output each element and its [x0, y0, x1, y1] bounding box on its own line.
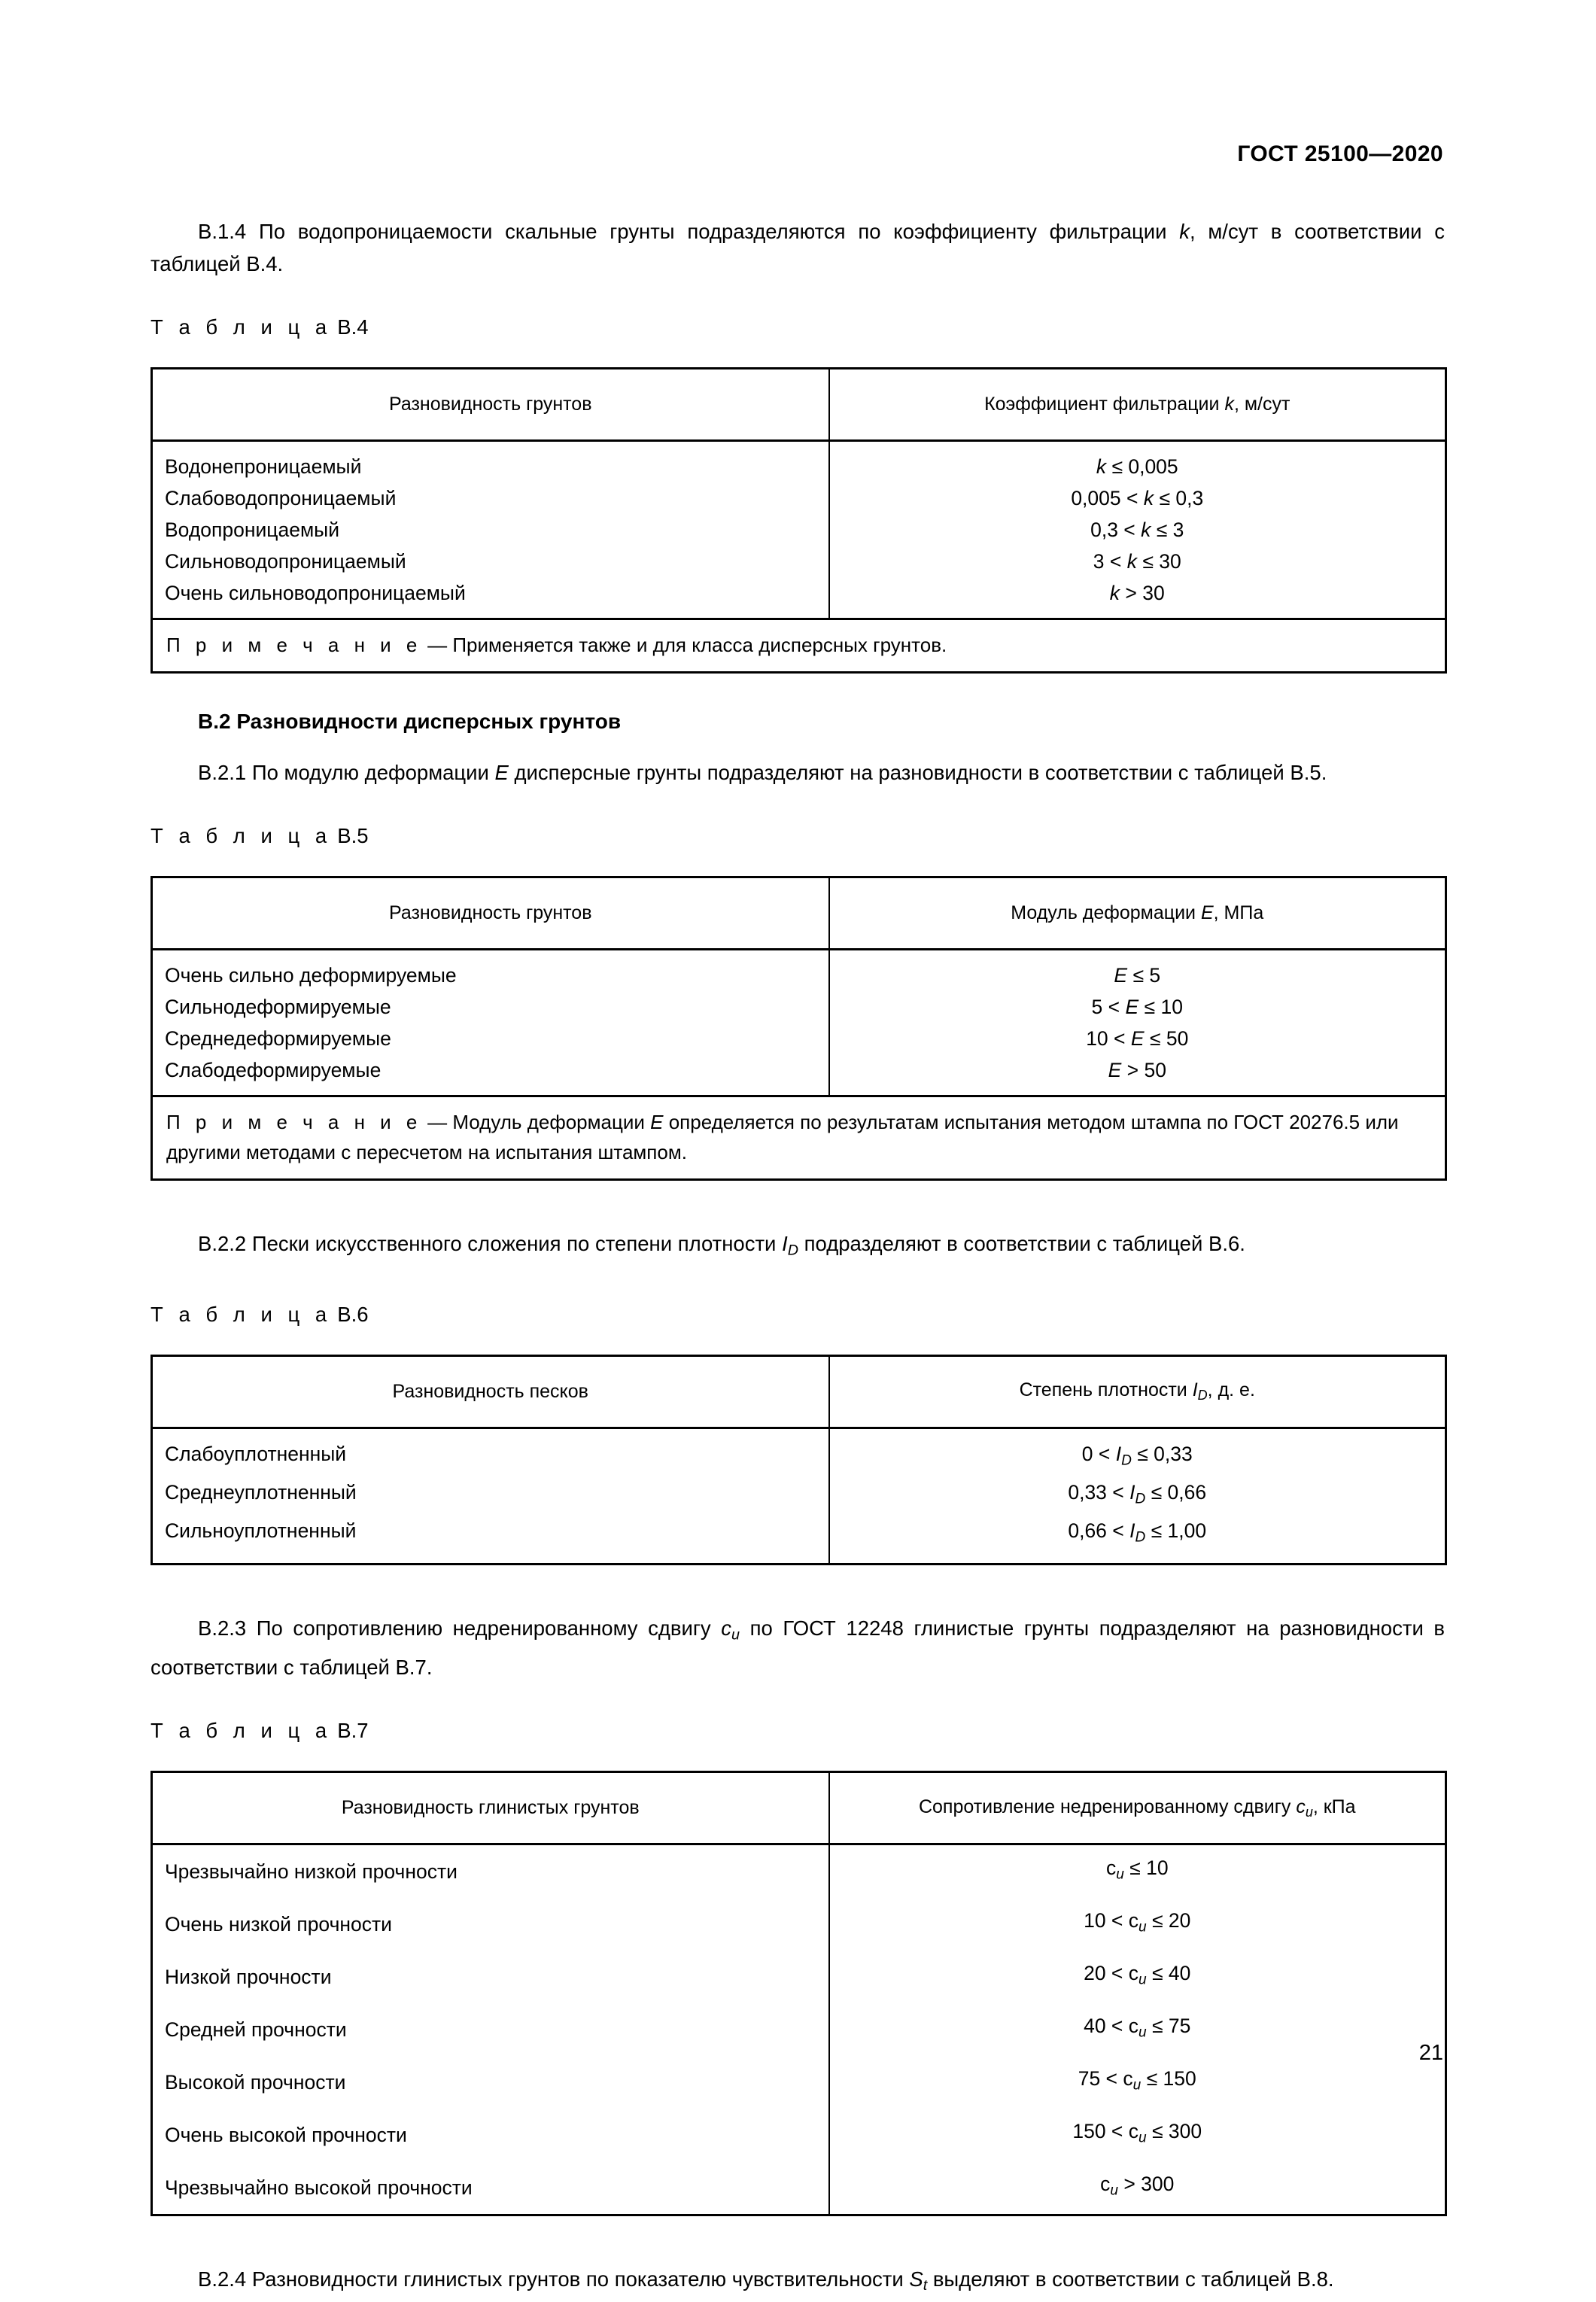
table-b7-cell-value: $75 < c_u \le 150$: [1078, 2067, 1196, 2094]
table-b7: [150, 1771, 1447, 2216]
table-b6-cell-value: $0 < I_D \le 0,33$: [829, 1428, 1446, 1476]
table-row: [152, 546, 1446, 577]
table-caption-b7: Т а б л и ц а В.7: [150, 1719, 369, 1743]
table-b7-cell-value: $10 < c_u \le 20$: [1084, 1909, 1191, 1936]
table-b5-cell-value: E > 50: [1108, 1059, 1166, 1081]
table-b5-note-row: [152, 1096, 1446, 1180]
table-b7-cell-name: Низкой прочности: [152, 1951, 829, 2003]
table-b4: [150, 367, 1447, 674]
table-b7-cell-value: $150 < c_u \le 300$: [1072, 2120, 1202, 2146]
table-row: [152, 1054, 1446, 1096]
table-b7-cell-value: $c_u > 300$: [1100, 2173, 1175, 2199]
table-b4-cell-value: k ≤ 0,005: [829, 441, 1446, 483]
section-heading-b2: В.2 Разновидности дисперсных грунтов: [198, 710, 622, 733]
table-row: [152, 1515, 1446, 1564]
paragraph-b-1-4: B.1.4 По водопроницаемости скальные грунты подразделяются по коэффициенту фильтрации k, м/сут в соответствии с таблицей В.4.: [150, 220, 1445, 275]
table-b6-cell-value: $0,66 < I_D \le 1,00$: [1068, 1519, 1207, 1546]
table-b7-cell-name: Чрезвычайно высокой прочности: [152, 2161, 829, 2215]
paragraph-b-2-1: В.2.1 По модулю деформации E дисперсные грунты подразделяют на разновидности в соответствии с таблицей В.5.: [198, 761, 1327, 784]
table-b4-col-value: Коэффициент фильтрации k, м/сут: [829, 369, 1446, 441]
paragraph-b-2-3: В.2.3 По сопротивлению недренированному сдвигу $c_u$ по ГОСТ 12248 глинистые грунты подразделяют на разновидности в соответствии с таблицей В.7.: [150, 1616, 1445, 1680]
table-row: [152, 2056, 1446, 2109]
table-b4-cell-value: k > 30: [1109, 582, 1165, 604]
table-b4-cell-value: 0,3 < k ≤ 3: [1090, 518, 1184, 541]
paragraph-b-2-2: В.2.2 Пески искусственного сложения по степени плотности $I_D$ подразделяют в соответствии с таблицей В.6.: [198, 1232, 1245, 1259]
table-b6-col-name: Разновидность песков: [152, 1355, 829, 1428]
table-b5-header-row: [152, 877, 1446, 950]
table-b4-cell-name: Водопроницаемый: [152, 514, 829, 546]
running-head-standard-number: ГОСТ 25100—2020: [1237, 141, 1443, 166]
table-row: [152, 514, 1446, 546]
table-caption-b4: Т а б л и ц а В.4: [150, 315, 369, 339]
table-b5-cell-name: Среднедеформируемые: [152, 1023, 829, 1054]
table-b4-cell-name: Водонепроницаемый: [152, 441, 829, 483]
table-b5-col-name: Разновидность грунтов: [152, 877, 829, 950]
table-b4-cell-name: Очень сильноводопроницаемый: [152, 577, 829, 619]
table-b4-cell-value: 0,005 < k ≤ 0,3: [1071, 487, 1204, 509]
table-b5-cell-name: Очень сильно деформируемые: [152, 950, 829, 992]
table-row: [152, 2161, 1446, 2215]
table-caption-b5: Т а б л и ц а В.5: [150, 824, 369, 847]
table-row: [152, 1844, 1446, 1899]
table-row: [152, 991, 1446, 1023]
table-b4-note: [152, 619, 1446, 673]
note-label: П р и м е ч а н и е: [166, 1111, 422, 1133]
page-content: [150, 215, 1445, 2302]
table-b7-col-name: Разновидность глинистых грунтов: [152, 1772, 829, 1844]
table-row: [152, 1951, 1446, 2003]
table-row: [152, 2003, 1446, 2056]
table-b7-cell-name: Чрезвычайно низкой прочности: [152, 1844, 829, 1899]
table-b7-cell-value: $20 < c_u \le 40$: [1084, 1962, 1191, 1988]
table-row: [152, 1428, 1446, 1476]
table-caption-b6: Т а б л и ц а В.6: [150, 1302, 369, 1326]
paragraph-b-2-4: В.2.4 Разновидности глинистых грунтов по показателю чувствительности St выделяют в соответствии с таблицей В.8.: [198, 2267, 1334, 2294]
table-b6-header-row: [152, 1355, 1446, 1428]
table-b7-cell-name: Очень высокой прочности: [152, 2109, 829, 2161]
table-b6-cell-name: Сильноуплотненный: [152, 1515, 829, 1564]
table-row: [152, 441, 1446, 483]
table-b4-note-row: [152, 619, 1446, 673]
table-row: [152, 950, 1446, 992]
note-label: П р и м е ч а н и е: [166, 634, 422, 656]
table-b6-col-value: Степень плотности $I_D$, д. е.: [829, 1355, 1446, 1428]
table-b4-cell-name: Слабоводопроницаемый: [152, 482, 829, 514]
table-b4-col-name: Разновидность грунтов: [152, 369, 829, 441]
table-row: [152, 1898, 1446, 1951]
table-row: [152, 482, 1446, 514]
table-row: [152, 1476, 1446, 1515]
table-b5-col-value: Модуль деформации E, МПа: [829, 877, 1446, 950]
table-b5-cell-value: 10 < E ≤ 50: [1086, 1027, 1189, 1050]
table-b7-header-row: [152, 1772, 1446, 1844]
page-number: 21: [1418, 2041, 1443, 2065]
table-b7-cell-name: Средней прочности: [152, 2003, 829, 2056]
table-b4-cell-name: Сильноводопроницаемый: [152, 546, 829, 577]
table-b5-cell-value: 5 < E ≤ 10: [1091, 996, 1183, 1018]
table-b6-cell-value: $0,33 < I_D \le 0,66$: [1068, 1480, 1207, 1507]
table-row: [152, 1023, 1446, 1054]
table-row: [152, 2109, 1446, 2161]
table-b5-cell-value: E ≤ 5: [829, 950, 1446, 992]
table-b5: [150, 876, 1447, 1181]
table-b7-cell-value: $40 < c_u \le 75$: [1084, 2015, 1191, 2041]
table-b7-cell-name: Очень низкой прочности: [152, 1898, 829, 1951]
table-row: [152, 577, 1446, 619]
table-b4-header-row: [152, 369, 1446, 441]
table-b7-col-value: Сопротивление недренированному сдвигу $c_u$, кПа: [829, 1772, 1446, 1844]
table-b5-cell-name: Слабодеформируемые: [152, 1054, 829, 1096]
table-b4-cell-value: 3 < k ≤ 30: [1093, 550, 1181, 573]
table-b7-cell-value: $c_u \le 10$: [829, 1844, 1446, 1899]
table-b5-note: П р и м е ч а н и е — Модуль деформации E определяется по результатам испытания методом штампа по ГОСТ 20276.5 или другими методами с пересчетом на испытания штампом.: [152, 1096, 1446, 1180]
table-b6: [150, 1355, 1447, 1565]
note-text: — Применяется также и для класса дисперсных грунтов.: [427, 634, 947, 656]
table-b7-cell-name: Высокой прочности: [152, 2056, 829, 2109]
table-b5-cell-name: Сильнодеформируемые: [152, 991, 829, 1023]
table-b6-cell-name: Среднеуплотненный: [152, 1476, 829, 1515]
table-b6-cell-name: Слабоуплотненный: [152, 1428, 829, 1476]
